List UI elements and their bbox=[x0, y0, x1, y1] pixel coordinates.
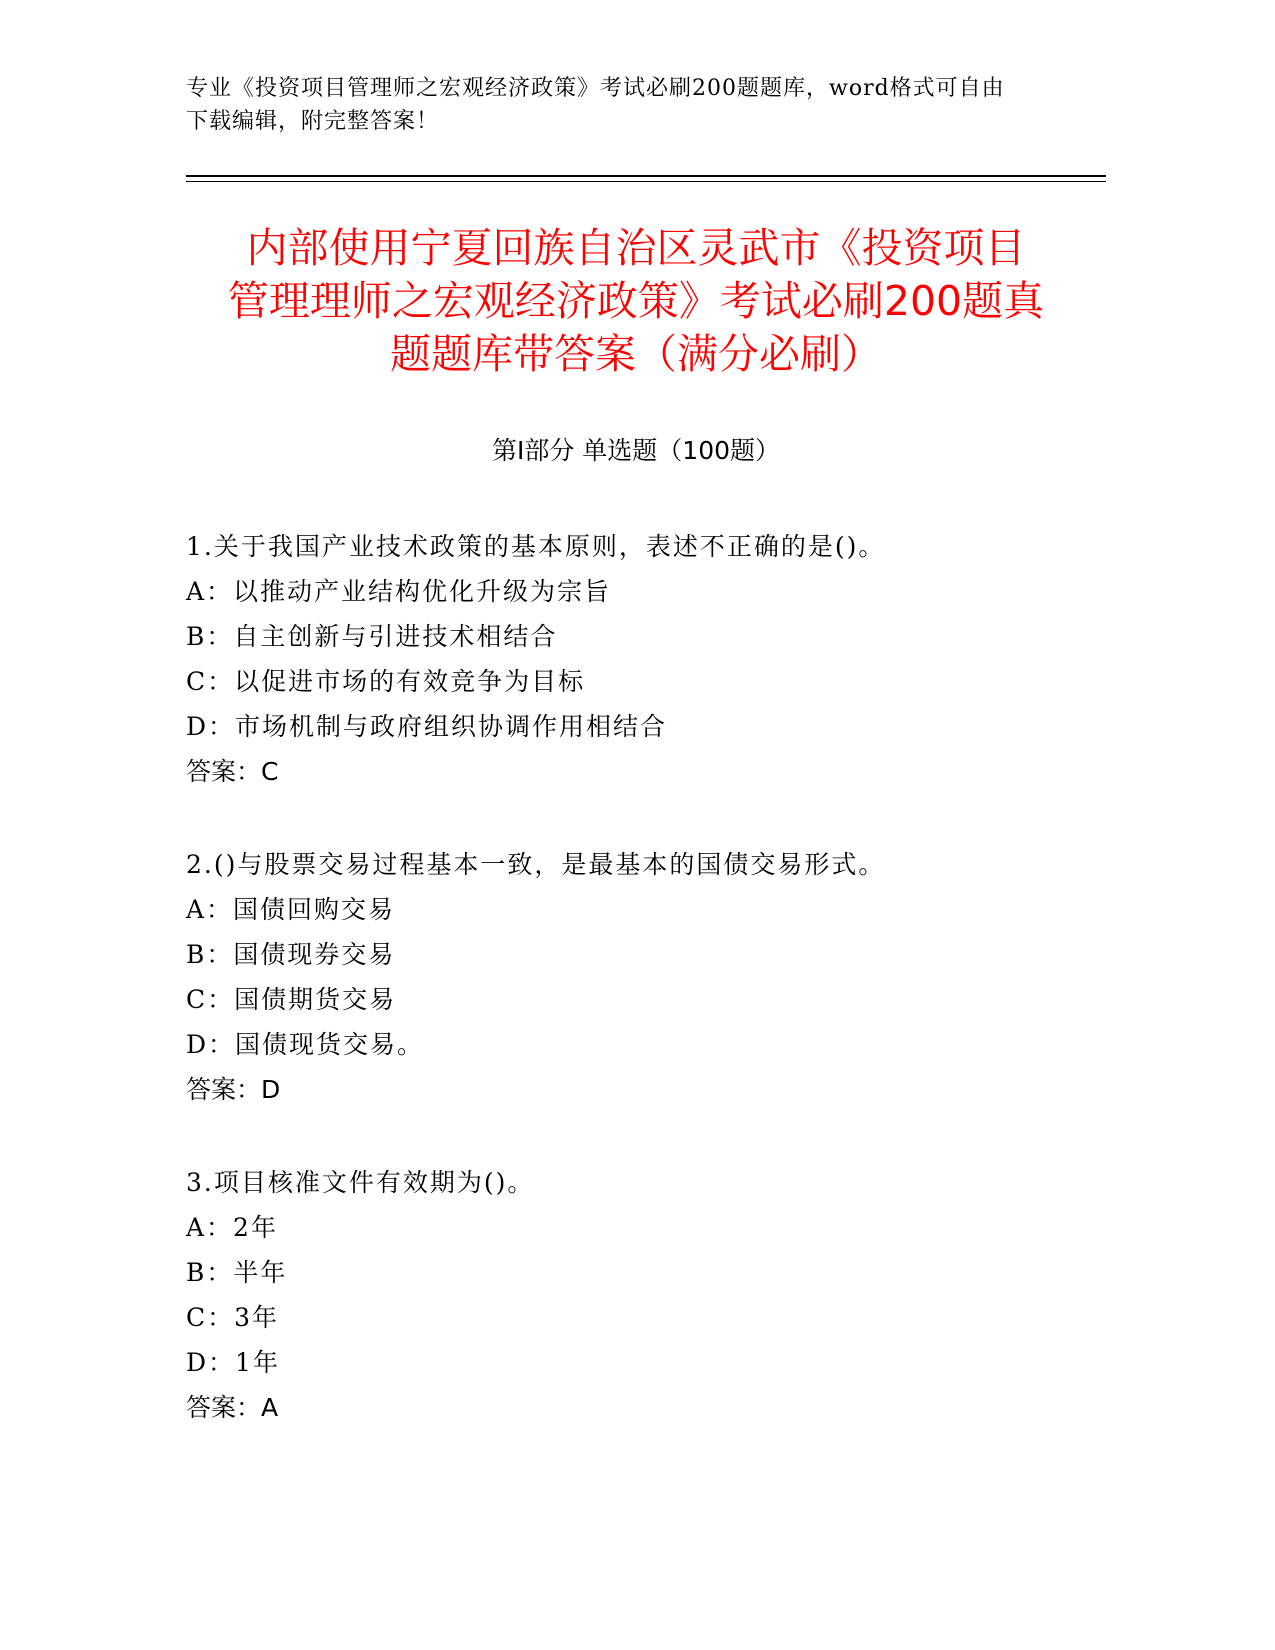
answer: 答案：A bbox=[186, 1393, 279, 1422]
question-1 bbox=[186, 524, 1086, 842]
option-a: A：2年 bbox=[186, 1213, 278, 1242]
question-stem: 3.项目核准文件有效期为()。 bbox=[186, 1168, 535, 1197]
header-divider-thin bbox=[186, 181, 1106, 182]
question-3 bbox=[186, 1160, 1086, 1478]
header-divider-thick bbox=[186, 175, 1106, 177]
question-stem: 2.()与股票交易过程基本一致，是最基本的国债交易形式。 bbox=[186, 850, 886, 879]
option-c: C：以促进市场的有效竞争为目标 bbox=[186, 667, 586, 696]
option-a: A：国债回购交易 bbox=[186, 895, 396, 924]
question-list bbox=[186, 524, 1086, 1478]
option-b: B：国债现券交易 bbox=[186, 940, 396, 969]
header-note-line-1: 专业《投资项目管理师之宏观经济政策》考试必刷200题题库，word格式可自由 bbox=[186, 76, 1005, 101]
question-stem: 1.关于我国产业技术政策的基本原则，表述不正确的是()。 bbox=[186, 532, 886, 561]
option-c: C：3年 bbox=[186, 1303, 280, 1332]
option-d: D：市场机制与政府组织协调作用相结合 bbox=[186, 712, 668, 741]
option-a: A：以推动产业结构优化升级为宗旨 bbox=[186, 577, 612, 606]
answer: 答案：D bbox=[186, 1075, 281, 1104]
option-d: D：1年 bbox=[186, 1348, 280, 1377]
section-title: 第Ⅰ部分 单选题（100题） bbox=[491, 436, 781, 465]
header-note bbox=[186, 72, 1086, 138]
header-note-line-2: 下载编辑，附完整答案！ bbox=[186, 109, 440, 134]
option-b: B：半年 bbox=[186, 1258, 288, 1287]
document-title-line-1: 内部使用宁夏回族自治区灵武市《投资项目 bbox=[246, 224, 1026, 272]
document-title-line-2: 管理理师之宏观经济政策》考试必刷200题真 bbox=[227, 277, 1045, 325]
question-2 bbox=[186, 842, 1086, 1160]
document-title bbox=[186, 222, 1086, 381]
option-b: B：自主创新与引进技术相结合 bbox=[186, 622, 558, 651]
answer: 答案：C bbox=[186, 757, 279, 786]
option-c: C：国债期货交易 bbox=[186, 985, 397, 1014]
document-title-line-3: 题题库带答案（满分必刷） bbox=[390, 330, 882, 378]
option-d: D：国债现货交易。 bbox=[186, 1030, 425, 1059]
